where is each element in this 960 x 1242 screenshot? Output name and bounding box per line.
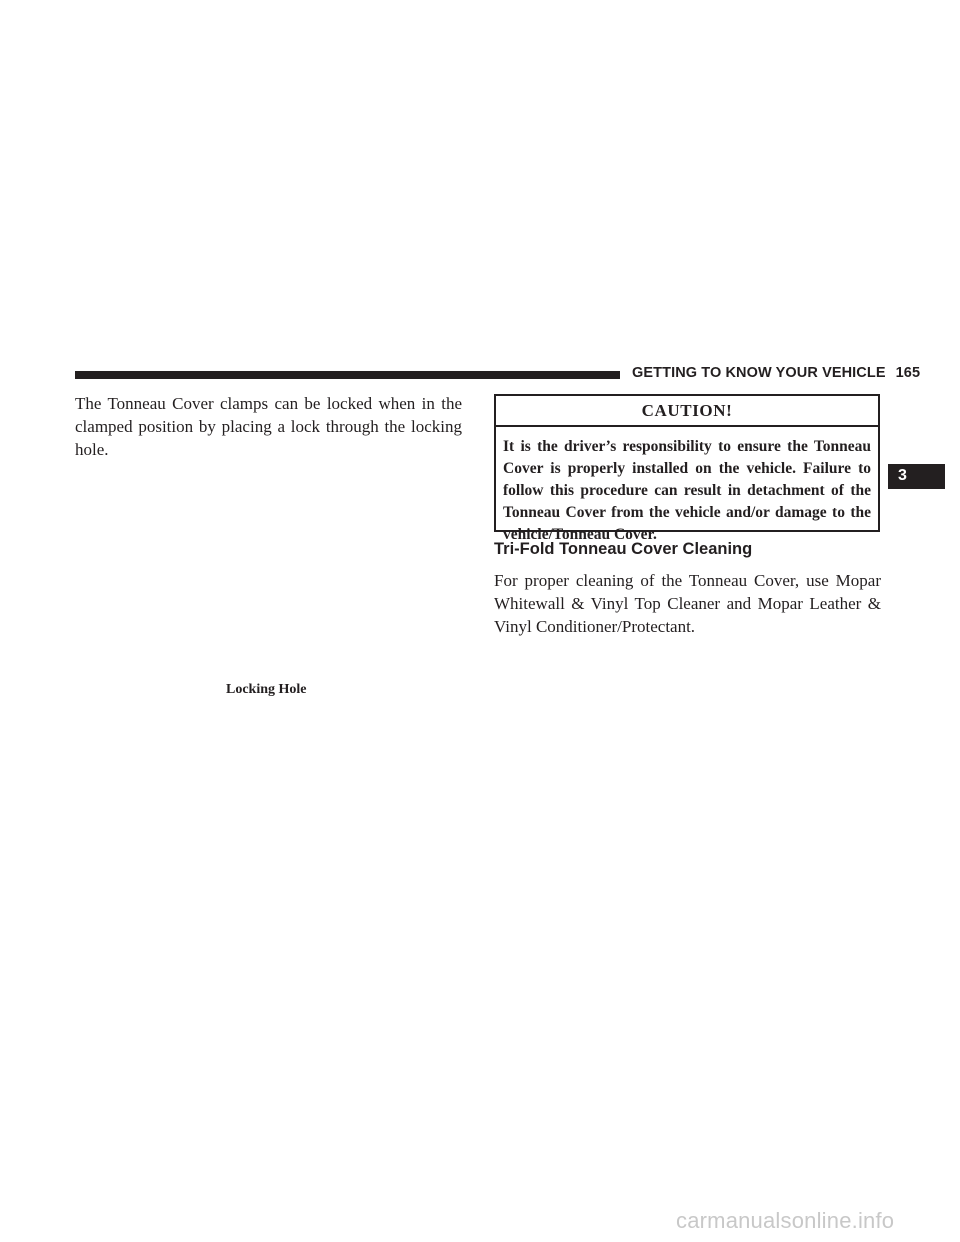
page-number: 165 bbox=[895, 365, 921, 381]
chapter-tab-number: 3 bbox=[898, 467, 907, 484]
running-header bbox=[632, 365, 920, 381]
chapter-tab bbox=[888, 464, 945, 489]
watermark: carmanualsonline.info bbox=[676, 1208, 895, 1233]
running-header-title: GETTING TO KNOW YOUR VEHICLE bbox=[632, 365, 886, 381]
header-rule bbox=[75, 371, 620, 379]
figure-caption: Locking Hole bbox=[226, 682, 307, 697]
locking-hole-figure bbox=[75, 470, 462, 670]
caution-text: It is the driver’s responsibility to ensure the Tonneau Cover is properly installed on the vehicle. Failure to follow this procedure can result in detachment of the Tonneau Cover from the vehicle and/or damage to the vehicle/Tonneau Cover. bbox=[503, 438, 871, 543]
locking-paragraph: The Tonneau Cover clamps can be locked when in the clamped position by placing a lock through the locking hole. bbox=[75, 394, 462, 459]
section-heading: Tri-Fold Tonneau Cover Cleaning bbox=[494, 540, 753, 558]
caution-box bbox=[494, 394, 880, 543]
cleaning-paragraph: For proper cleaning of the Tonneau Cover, use Mopar Whitewall & Vinyl Top Cleaner and Mopar Leather & Vinyl Conditioner/Protectant. bbox=[494, 571, 881, 636]
caution-title: CAUTION! bbox=[496, 396, 878, 427]
